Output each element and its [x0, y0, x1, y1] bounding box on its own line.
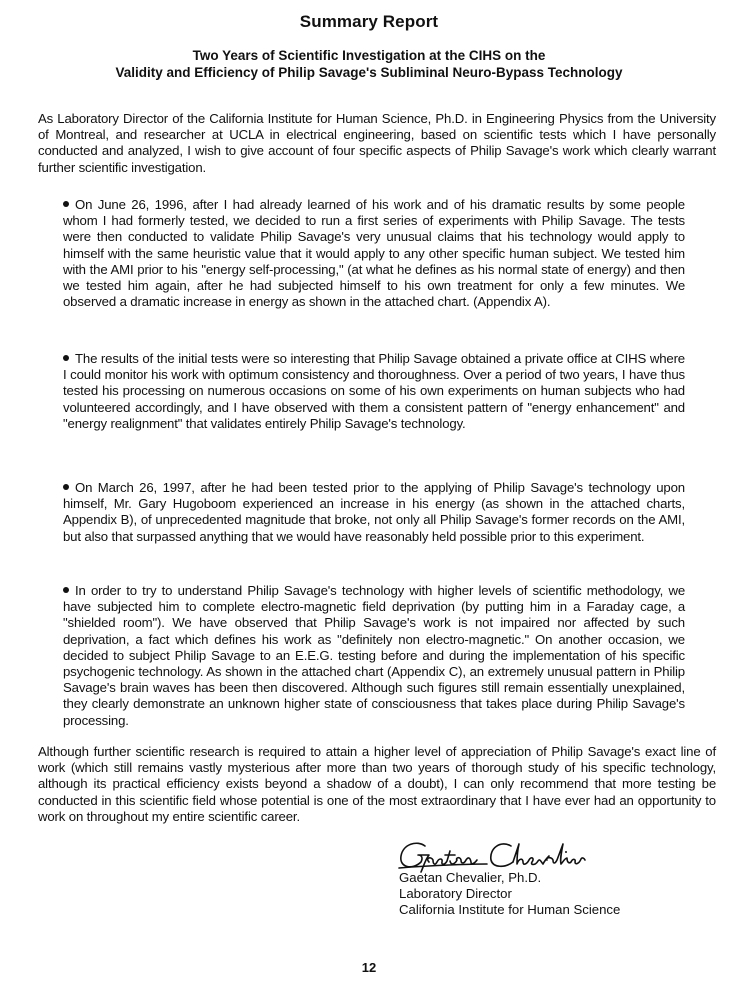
report-subtitle	[30, 47, 708, 81]
point-paragraph-2	[63, 351, 685, 432]
point-paragraph-4	[63, 583, 685, 729]
signatory-name: Gaetan Chevalier, Ph.D.	[399, 870, 542, 885]
handwritten-signature	[395, 838, 615, 874]
point-paragraph-3	[63, 480, 685, 545]
point-text-1: On June 26, 1996, after I had already learned of his work and of his dramatic results by some people whom I had formerly tested, we decided to run a first series of experiments with Philip Savage. The tests were then conducted to validate Philip Savage's very unusual claims that his technology would apply to himself with the same heuristic value that it would apply to any other specific human subject. We tested him with the AMI prior to his "energy self-processing," (at what he defines as his normal state of energy) and then we tested him again, after he had subjected himself to his own treatment for only a few minutes. We observed a dramatic increase in energy as shown in the attached chart. (Appendix A).	[63, 197, 685, 310]
bullet-icon	[63, 484, 69, 490]
subtitle-line-1: Two Years of Scientific Investigation at the CIHS on the	[192, 48, 546, 63]
bullet-icon	[63, 355, 69, 361]
bullet-icon	[63, 587, 69, 593]
subtitle-line-2: Validity and Efficiency of Philip Savage's Subliminal Neuro-Bypass Technology	[115, 65, 623, 80]
report-title: Summary Report	[299, 12, 439, 31]
signatory-institution: California Institute for Human Science	[399, 902, 621, 917]
signature-block	[399, 870, 620, 918]
page-number: 12	[361, 960, 377, 975]
signature-graphic	[395, 838, 615, 874]
intro-paragraph: As Laboratory Director of the California Institute for Human Science, Ph.D. in Engineering Physics from the University of Montreal, and researcher at UCLA in electrical engineering, based on scientific tests which I have personally conducted and analyzed, I wish to give account of four specific aspects of Philip Savage's work which clearly warrant further scientific investigation.	[38, 111, 716, 175]
bullet-icon	[63, 201, 69, 207]
closing-paragraph: Although further scientific research is required to attain a higher level of appreciation of Philip Savage's exact line of work (which still remains vastly mysterious after more than two years of thorough study of his specific technology, although its practical efficiency exists beyond a shadow of a doubt), I can only recommend that more testing be conducted in this scientific field whose potential is one of the most extraordinary that I have ever had an opportunity to work on throughout my entire scientific career.	[38, 744, 716, 824]
point-text-3: On March 26, 1997, after he had been tested prior to the applying of Philip Savage's technology upon himself, Mr. Gary Hugoboom experienced an increase in his energy (as shown in the attached charts, Appendix B), of unprecedented magnitude that broke, not only all Philip Savage's former records on the AMI, but also that surpassed anything that we would have reasonably held possible prior to this experiment.	[63, 480, 685, 544]
signatory-role: Laboratory Director	[399, 886, 512, 901]
point-paragraph-1	[63, 197, 685, 310]
point-text-2: The results of the initial tests were so interesting that Philip Savage obtained a private office at CIHS where I could monitor his work with optimum consistency and thoroughness. Over a period of two years, I have thus tested his processing on numerous occasions on some of his own experiments on human subjects who had volunteered accordingly, and I have observed with them a consistent pattern of "energy enhancement" and "energy realignment" that validates entirely Philip Savage's technology.	[63, 351, 685, 431]
point-text-4: In order to try to understand Philip Savage's technology with higher levels of scientific methodology, we have subjected him to complete electro-magnetic field deprivation (by putting him in a Faraday cage, a "shielded room"). We have observed that Philip Savage's work is not impaired nor affected by such deprivation, a fact which defines his work as "definitely non electro-magnetic." On another occasion, we decided to subject Philip Savage to an E.E.G. testing before and during the implementation of his specific psychogenic technology. As shown in the attached chart (Appendix C), an extremely unusual pattern in Philip Savage's brain waves has been then discovered. Although such figures still remain essentially unexplained, they clearly demonstrate an unknown higher state of consciousness that takes place during Philip Savage's processing.	[63, 583, 685, 728]
